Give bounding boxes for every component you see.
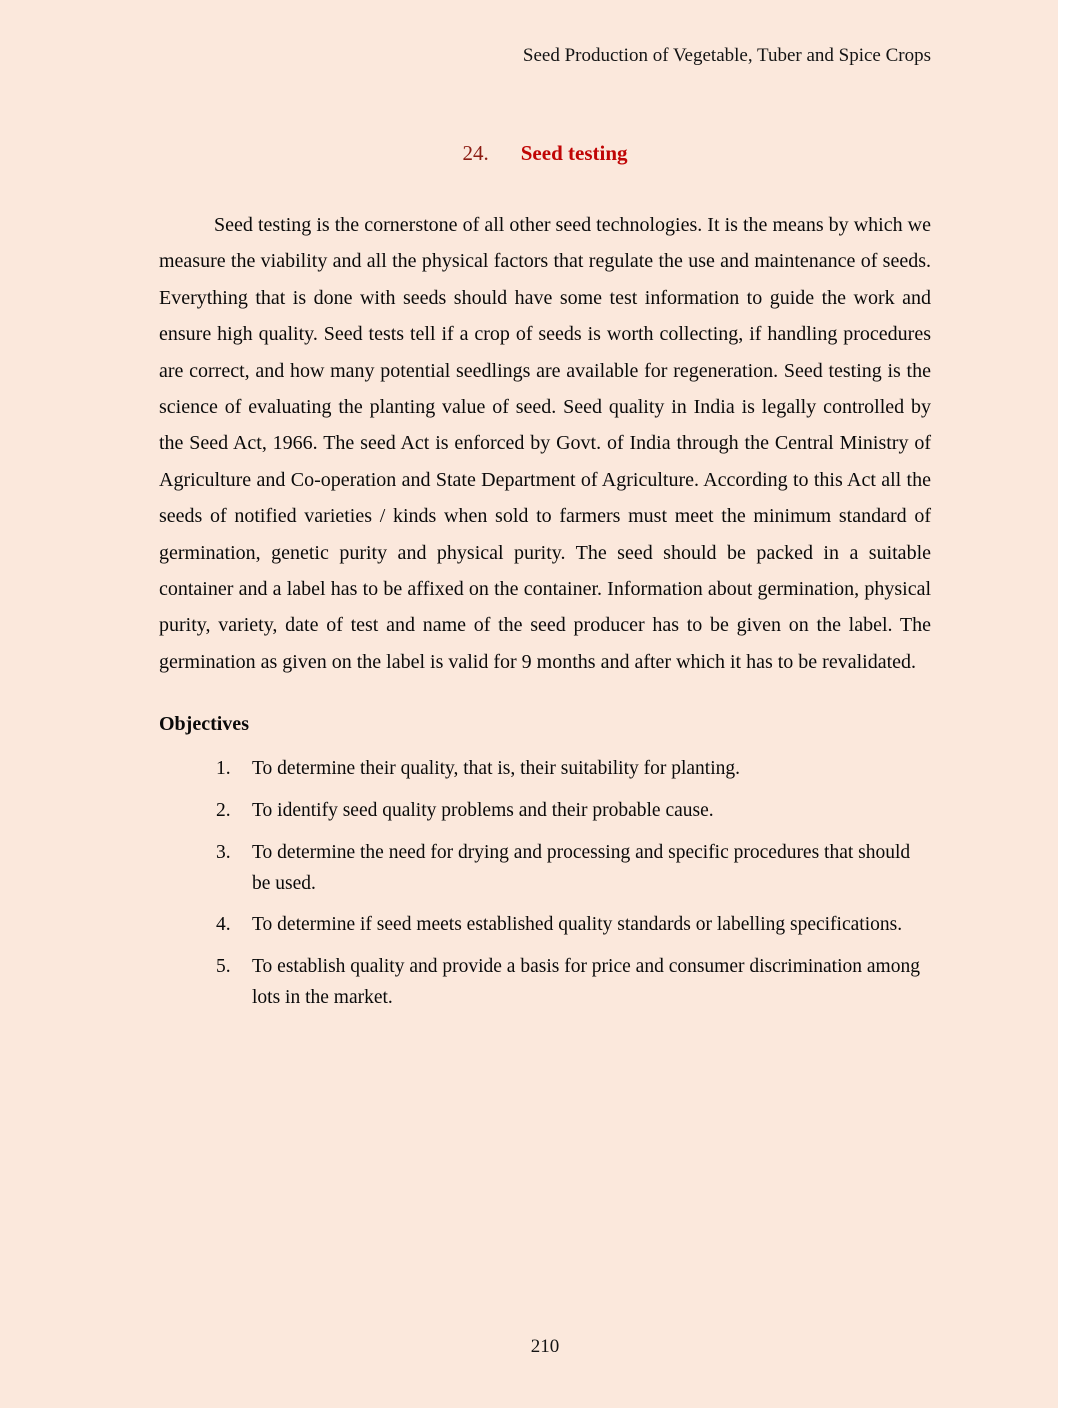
list-item	[216, 754, 931, 785]
right-margin-strip	[1058, 0, 1088, 1408]
page-content	[159, 0, 931, 1025]
body-paragraph: Seed testing is the cornerstone of all other seed technologies. It is the means by which we measure the viability and all the physical factors that regulate the use and maintenance of seeds. Everything that is done with seeds should have some test information to guide the work and ensure high quality. Seed tests tell if a crop of seeds is worth collecting, if handling procedures are correct, and how many potential seedlings are available for regeneration. Seed testing is the science of evaluating the planting value of seed. Seed quality in India is legally controlled by the Seed Act, 1966. The seed Act is enforced by Govt. of India through the Central Ministry of Agriculture and Co-operation and State Department of Agriculture. According to this Act all the seeds of notified varieties / kinds when sold to farmers must meet the minimum standard of germination, genetic purity and physical purity. The seed should be packed in a suitable container and a label has to be affixed on the container. Information about germination, physical purity, variety, date of test and name of the seed producer has to be given on the label. The germination as given on the label is valid for 9 months and after which it has to be revalidated.	[159, 214, 931, 673]
list-item-text: To determine the need for drying and processing and specific procedures that should be used.	[252, 841, 911, 894]
objectives-list	[159, 754, 931, 1014]
list-item-number: 5.	[216, 956, 231, 978]
list-item-text: To identify seed quality problems and their probable cause.	[252, 800, 714, 822]
list-item	[216, 838, 931, 900]
chapter-title-row	[159, 140, 931, 166]
list-item-number: 1.	[216, 758, 231, 780]
list-item-text: To establish quality and provide a basis for price and consumer discrimination among lots in the market.	[252, 956, 920, 1009]
objectives-heading: Objectives	[159, 713, 249, 736]
list-item-number: 2.	[216, 800, 231, 822]
list-item	[216, 910, 931, 941]
list-item	[216, 952, 931, 1014]
list-item-number: 3.	[216, 841, 231, 863]
list-item-text: To determine if seed meets established quality standards or labelling specifications.	[252, 914, 903, 936]
running-header: Seed Production of Vegetable, Tuber and Spice Crops	[522, 45, 931, 66]
list-item-number: 4.	[216, 914, 231, 936]
list-item-text: To determine their quality, that is, their suitability for planting.	[252, 758, 741, 780]
chapter-title: Seed testing	[520, 141, 628, 165]
page-number: 210	[530, 1336, 560, 1357]
chapter-number: 24.	[462, 141, 489, 165]
list-item	[216, 796, 931, 827]
